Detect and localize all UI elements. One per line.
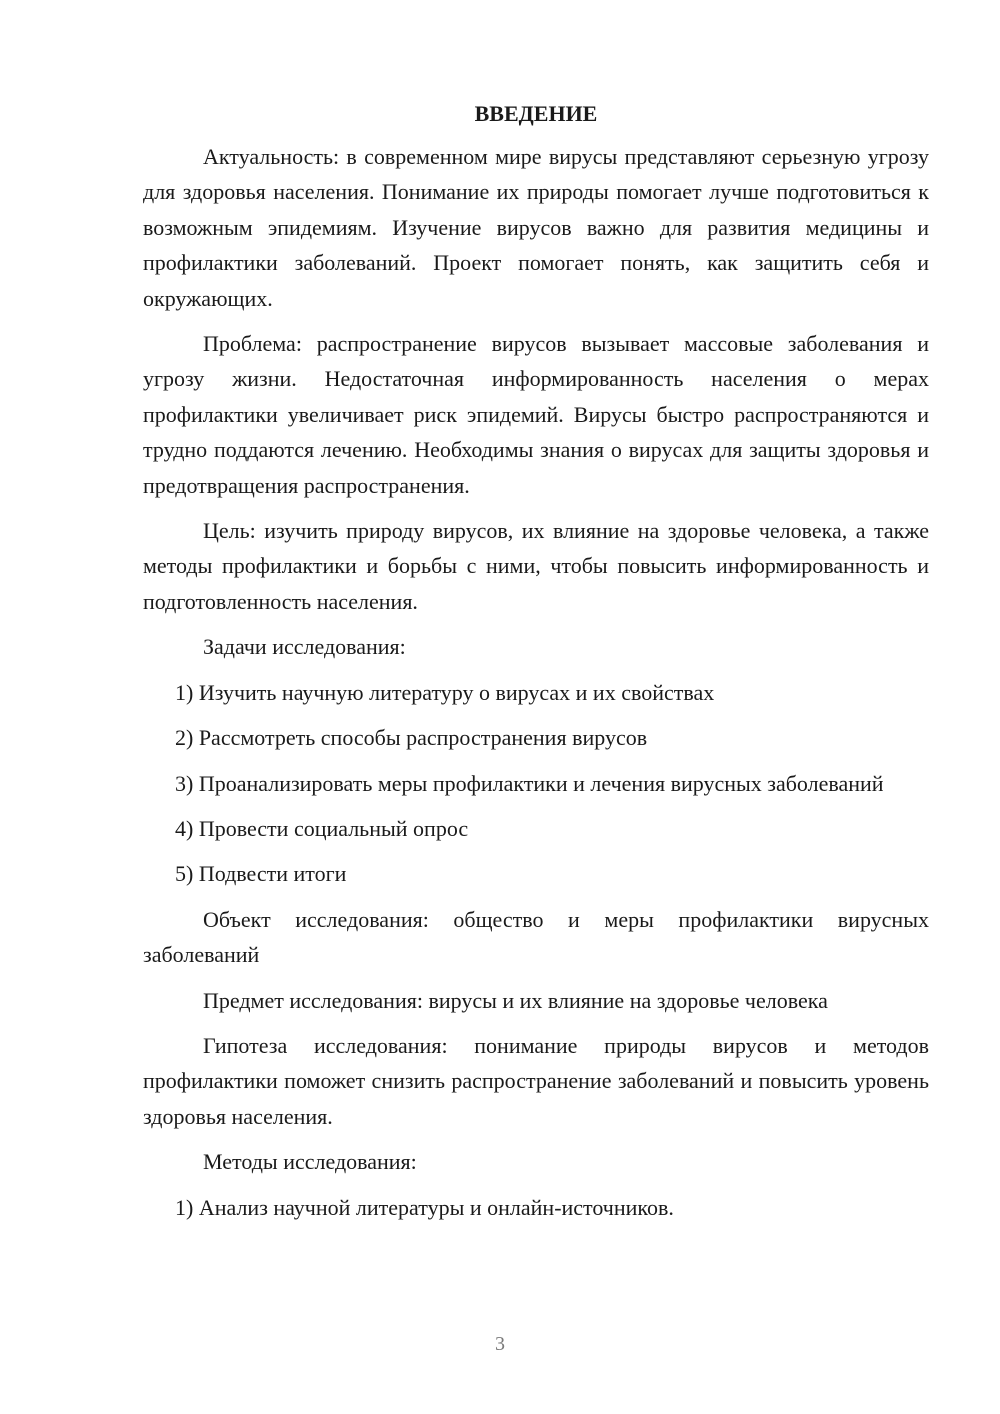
subject-paragraph: Предмет исследования: вирусы и их влияние на здоровье человека xyxy=(203,987,828,1013)
hypothesis-paragraph: Гипотеза исследования: понимание природы вирусов и методов профилактики поможет снизить распространение заболеваний и повысить уровень здоровья населения. xyxy=(143,1032,929,1129)
goal-paragraph: Цель: изучить природу вирусов, их влияние на здоровье человека, а также методы профилактики и борьбы с ними, чтобы повысить информированность и подготовленность населения. xyxy=(143,518,929,614)
task-item: 1) Изучить научную литературу о вирусах и их свойствах xyxy=(175,679,715,705)
task-item: 3) Проанализировать меры профилактики и лечения вирусных заболеваний xyxy=(175,770,884,796)
task-item: 2) Рассмотреть способы распространения вирусов xyxy=(175,725,648,751)
page-number: 3 xyxy=(495,1333,505,1355)
task-item: 5) Подвести итоги xyxy=(175,861,347,887)
task-item: 4) Провести социальный опрос xyxy=(175,815,469,841)
tasks-heading: Задачи исследования: xyxy=(203,634,406,660)
relevance-paragraph: Актуальность: в современном мире вирусы представляют серьезную угрозу для здоровья населения. Понимание их природы помогает лучше подготовиться к возможным эпидемиям. Изучение вирусов важно для развития медицины и профилактики заболеваний. Проект помогает понять, как защитить себя и окружающих. xyxy=(143,144,929,311)
document-body xyxy=(143,96,929,1235)
section-heading: ВВЕДЕНИЕ xyxy=(474,101,598,126)
methods-heading: Методы исследования: xyxy=(203,1149,417,1175)
problem-paragraph: Проблема: распространение вирусов вызывает массовые заболевания и угрозу жизни. Недостаточная информированность населения о мерах профилактики увеличивает риск эпидемий. Вирусы быстро распространяются и трудно поддаются лечению. Необходимы знания о вирусах для защиты здоровья и предотвращения распространения. xyxy=(143,331,929,498)
method-item: 1) Анализ научной литературы и онлайн-источников. xyxy=(175,1194,674,1220)
object-paragraph: Объект исследования: общество и меры профилактики вирусных заболеваний xyxy=(143,906,929,968)
